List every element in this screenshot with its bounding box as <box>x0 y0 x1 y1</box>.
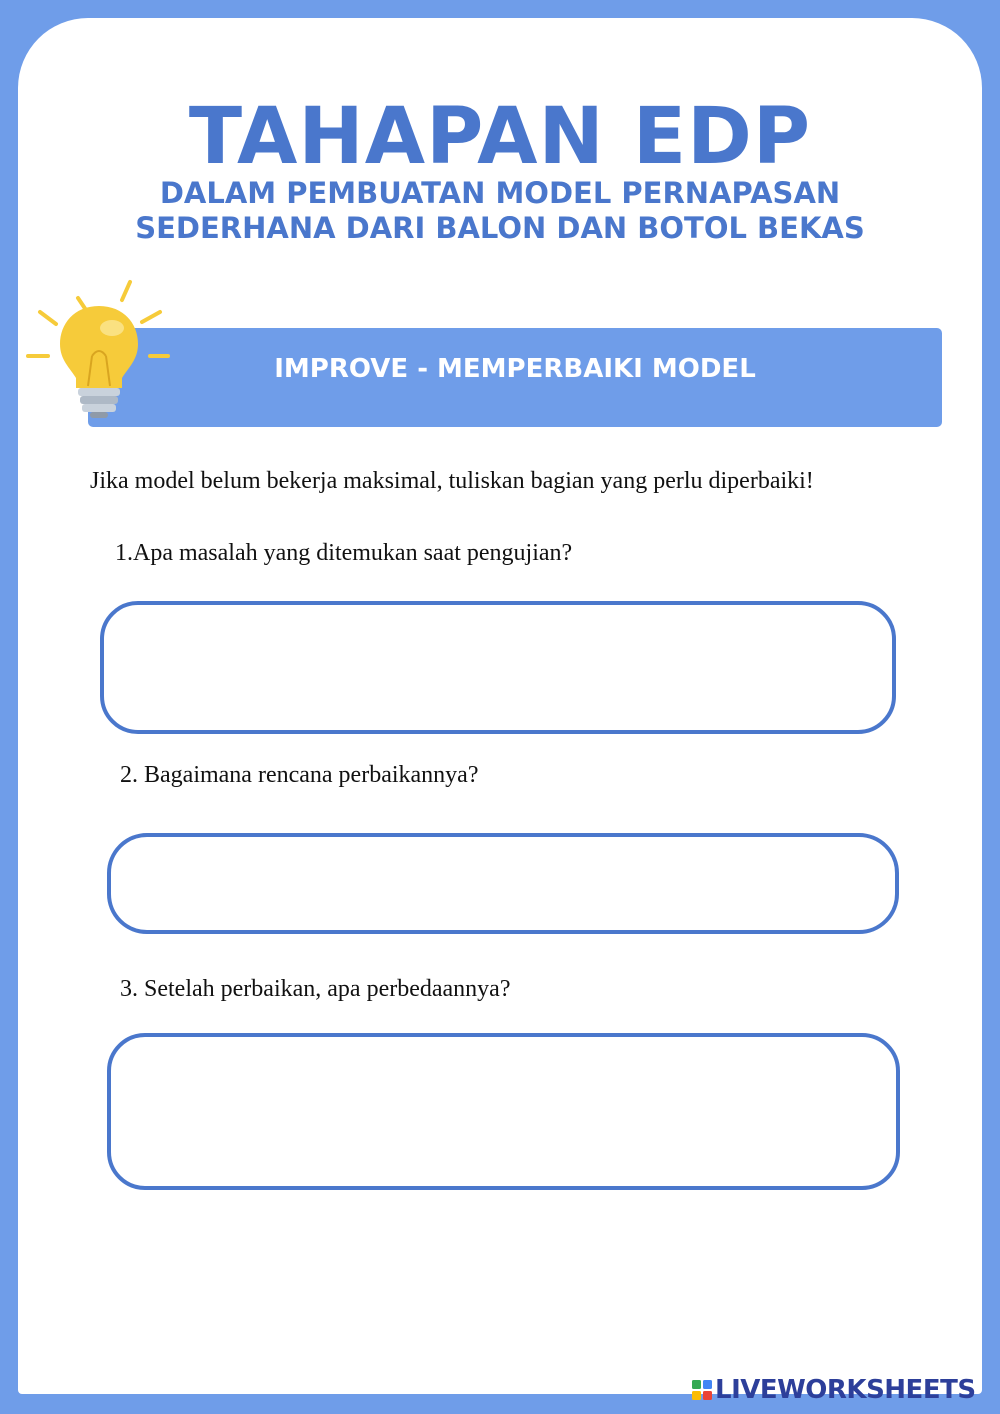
section-banner-label: IMPROVE - MEMPERBAIKI MODEL <box>274 354 756 384</box>
question-2 <box>120 762 478 789</box>
question-text: Bagaimana rencana perbaikannya? <box>144 762 479 788</box>
question-3 <box>120 976 510 1003</box>
liveworksheets-logo <box>692 1374 992 1406</box>
liveworksheets-icon <box>692 1380 712 1400</box>
answer-box-1[interactable] <box>100 601 896 734</box>
question-text: Setelah perbaikan, apa perbedaannya? <box>144 976 511 1002</box>
page-title: TAHAPAN EDP <box>188 92 812 182</box>
lightbulb-icon <box>22 276 178 426</box>
question-number: 3. <box>120 976 138 1002</box>
question-text: Apa masalah yang ditemukan saat pengujian? <box>133 540 573 566</box>
page-subtitle: DALAM PEMBUATAN MODEL PERNAPASAN SEDERHANA DARI BALON DAN BOTOL BEKAS <box>135 176 865 245</box>
question-number: 1. <box>115 540 133 566</box>
question-1 <box>115 540 572 567</box>
instruction-text: Jika model belum bekerja maksimal, tuliskan bagian yang perlu diperbaiki! <box>90 468 814 494</box>
logo-text: LIVEWORKSHEETS <box>715 1375 976 1405</box>
answer-box-3[interactable] <box>107 1033 900 1190</box>
question-number: 2. <box>120 762 138 788</box>
answer-box-2[interactable] <box>107 833 899 934</box>
